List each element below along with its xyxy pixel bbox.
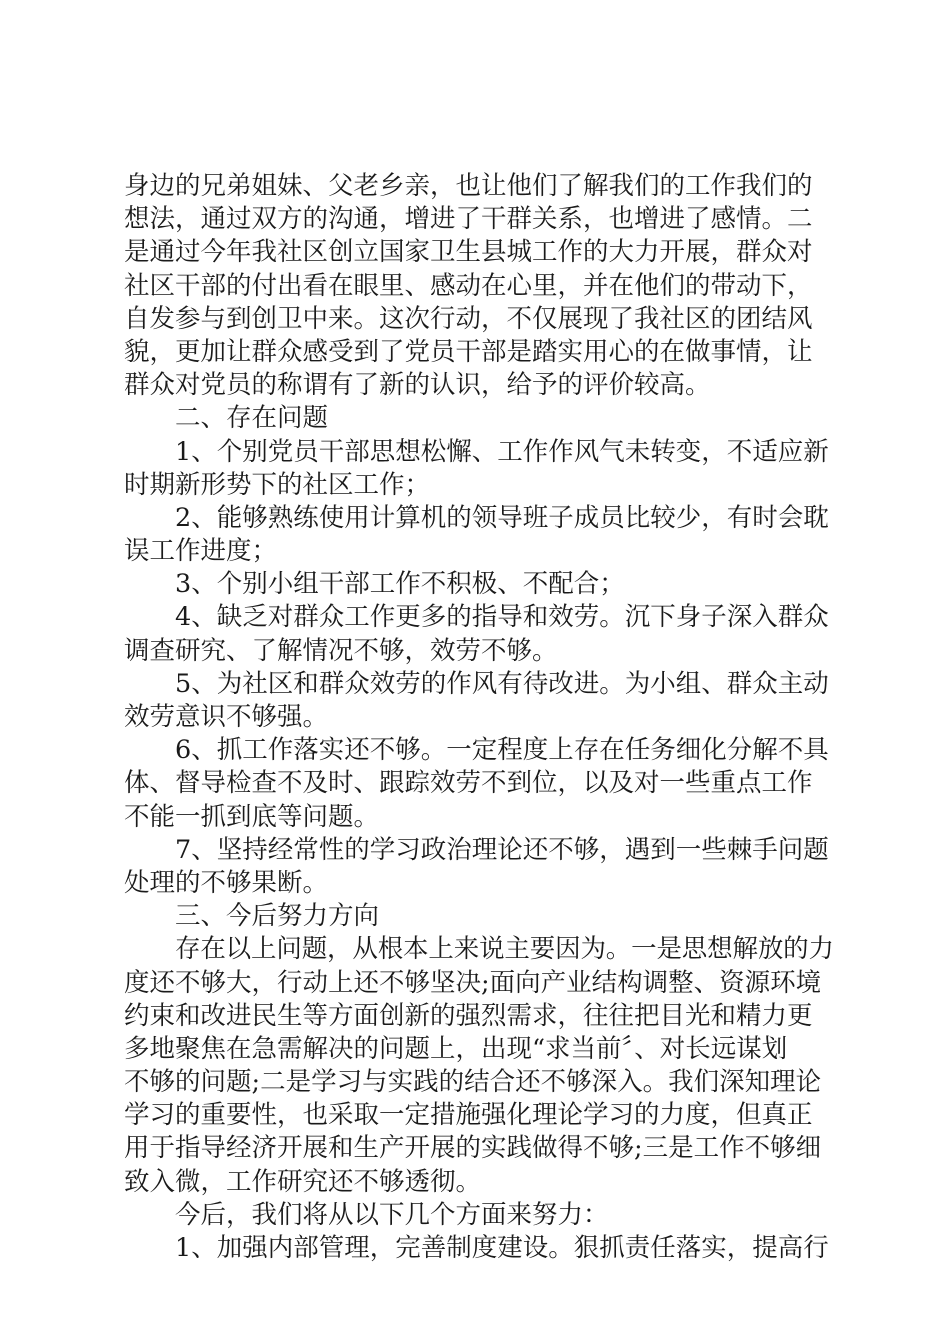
text-line: 不够的问题;二是学习与实践的结合还不够深入。我们深知理论 [124, 1067, 822, 1098]
text-line: 自发参与到创卫中来。这次行动，不仅展现了我社区的团结风 [124, 303, 813, 334]
text-line: 学习的重要性，也采取一定措施强化理论学习的力度，但真正 [124, 1100, 813, 1131]
text-line: 今后，我们将从以下几个方面来努力： [175, 1199, 609, 1230]
text-line: 2、能够熟练使用计算机的领导班子成员比较少，有时会耽 [175, 502, 829, 533]
text-line: 身边的兄弟姐妹、父老乡亲，也让他们了解我们的工作我们的 [124, 171, 813, 201]
text-line: 二、存在问题 [175, 403, 329, 434]
text-line: 1、个别党员干部思想松懈、工作作风气未转变，不适应新 [175, 436, 829, 467]
text-line: 社区干部的付出看在眼里、感动在心里，并在他们的带动下， [124, 270, 813, 301]
document-body [124, 170, 834, 1265]
text-line: 4、缺乏对群众工作更多的指导和效劳。沉下身子深入群众 [175, 602, 829, 633]
text-line: 想法，通过双方的沟通，增进了干群关系，也增进了感情。二 [124, 204, 813, 235]
text-line: 处理的不够果断。 [124, 867, 329, 898]
text-line: 7、坚持经常性的学习政治理论还不够，遇到一些棘手问题 [175, 834, 829, 865]
text-line: 致入微，工作研究还不够透彻。 [124, 1166, 482, 1197]
text-line: 群众对党员的称谓有了新的认识，给予的评价较高。 [124, 370, 711, 401]
text-line: 用于指导经济开展和生产开展的实践做得不够;三是工作不够细 [124, 1133, 822, 1164]
text-line: 度还不够大，行动上还不够坚决;面向产业结构调整、资源环境 [124, 967, 822, 998]
text-line: 体、督导检查不及时、跟踪效劳不到位，以及对一些重点工作 [124, 768, 813, 799]
text-line: 多地聚焦在急需解决的问题上，出现“求当前〞、对长远谋划 [124, 1033, 788, 1064]
text-line: 是通过今年我社区创立国家卫生县城工作的大力开展，群众对 [124, 237, 813, 268]
text-line: 1、加强内部管理，完善制度建设。狠抓责任落实，提高行 [175, 1233, 829, 1263]
text-line: 效劳意识不够强。 [124, 702, 329, 732]
text-line: 三、今后努力方向 [175, 901, 380, 932]
text-line: 貌，更加让群众感受到了党员干部是踏实用心的在做事情，让 [124, 336, 813, 367]
text-line: 不能一抓到底等问题。 [124, 801, 380, 832]
text-line: 调查研究、了解情况不够，效劳不够。 [124, 635, 558, 666]
text-line: 3、个别小组干部工作不积极、不配合； [175, 569, 625, 600]
text-line: 5、为社区和群众效劳的作风有待改进。为小组、群众主动 [175, 668, 829, 699]
text-line: 存在以上问题，从根本上来说主要因为。一是思想解放的力 [175, 934, 834, 965]
text-line: 时期新形势下的社区工作； [124, 469, 431, 500]
text-line: 误工作进度； [124, 536, 278, 567]
text-line: 约束和改进民生等方面创新的强烈需求，往往把目光和精力更 [124, 1000, 813, 1031]
text-line: 6、抓工作落实还不够。一定程度上存在任务细化分解不具 [175, 735, 829, 766]
